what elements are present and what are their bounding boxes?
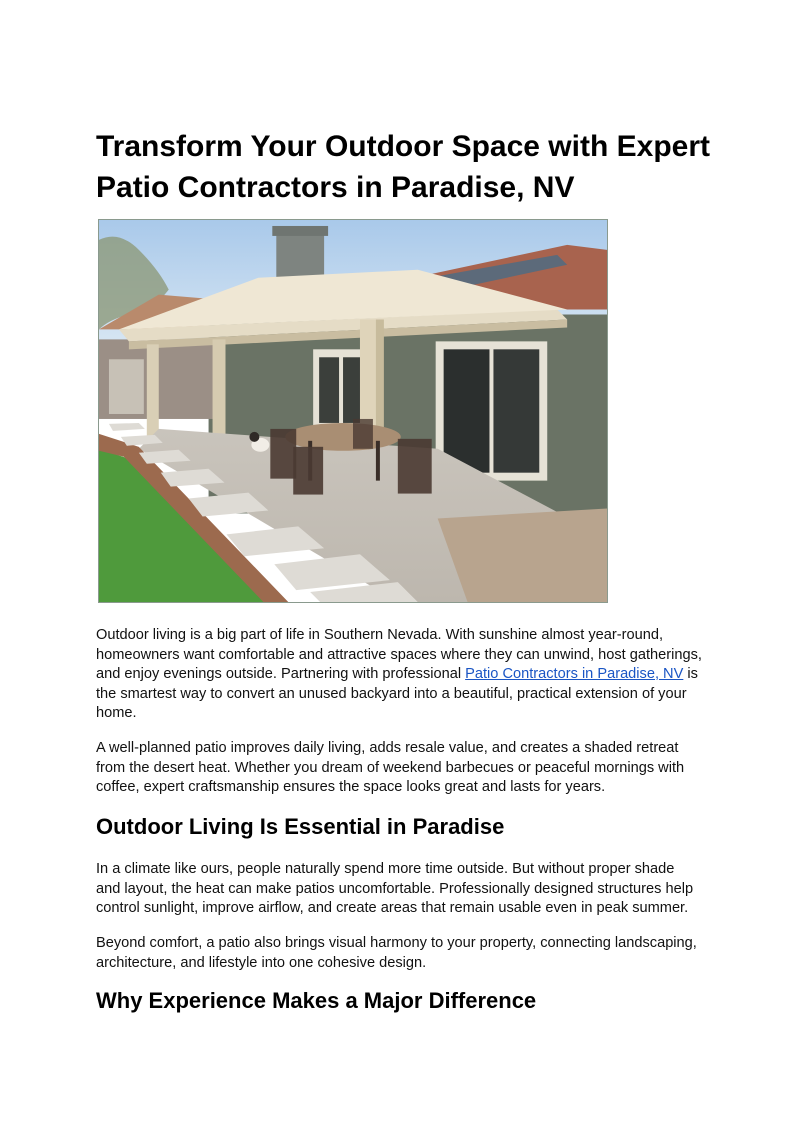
- benefits-paragraph: A well-planned patio improves daily living, adds resale value, and creates a shaded retreat from the desert heat. Whether you dream of weekend barbecues or peaceful mornings with coffee, expert craftsmanship ensures the space looks great and lasts for years.: [96, 740, 685, 795]
- harmony-paragraph: Beyond comfort, a patio also brings visual harmony to your property, connecting landscaping, architecture, and lifestyle into one cohesive design.: [96, 935, 697, 971]
- section-heading-outdoor-living: Outdoor Living Is Essential in Paradise: [96, 814, 505, 839]
- document-title: Transform Your Outdoor Space with Expert Patio Contractors in Paradise, NV: [96, 130, 710, 204]
- patio-photo: [98, 219, 608, 603]
- patio-illustration: [99, 220, 607, 602]
- patio-contractors-link[interactable]: Patio Contractors in Paradise, NV: [465, 666, 684, 682]
- intro-paragraph: [96, 626, 702, 724]
- intro-text-end: is the smartest way to convert an unused backyard into a beautiful, practical extension of your home.: [96, 666, 698, 721]
- section-heading-experience: Why Experience Makes a Major Difference: [96, 988, 537, 1013]
- intro-text-start: Outdoor living is a big part of life in Southern Nevada. With sunshine almost year-round, homeowners want comfortable and attractive spaces where they can unwind, host gatherings, and enjoy evenings outside. Partnering with professional: [96, 627, 702, 682]
- climate-paragraph: In a climate like ours, people naturally spend more time outside. But without proper shade and layout, the heat can make patios uncomfortable. Professionally designed structures help control sunlight, improve airflow, and create areas that remain usable even in peak summer.: [96, 861, 694, 916]
